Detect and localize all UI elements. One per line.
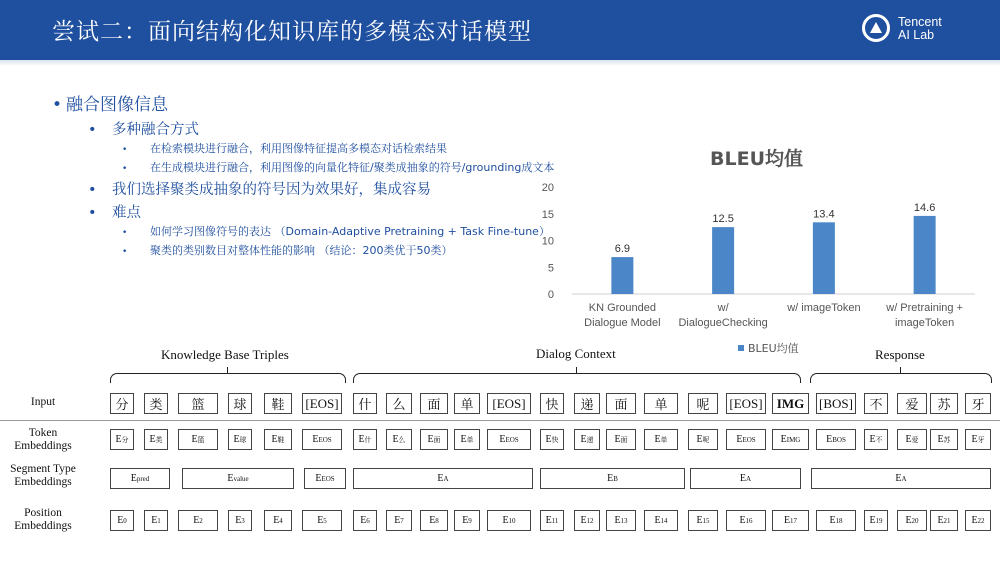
category-label: Dialogue Model [584, 317, 661, 329]
segment-embedding-box: E EOS [304, 468, 346, 489]
position-embedding-box: E 8 [420, 510, 448, 531]
input-token-box: 面 [606, 393, 636, 414]
row-separator [0, 420, 1000, 421]
segment-embedding-box: E pred [110, 468, 170, 489]
brace-tip [900, 367, 901, 374]
position-embedding-box: E 14 [644, 510, 678, 531]
token-embedding-box: E BOS [816, 429, 856, 450]
row-label-line: Embeddings [14, 520, 72, 532]
input-token-box: 苏 [930, 393, 958, 414]
category-label: w/ Pretraining + [886, 302, 963, 314]
token-embedding-box: E 单 [644, 429, 678, 450]
bullet-main-text: 融合图像信息 [66, 95, 168, 115]
category-label: KN Grounded [588, 302, 657, 314]
position-embedding-box: E 13 [606, 510, 636, 531]
bullet-sub1: • 多种融合方式 [88, 122, 199, 138]
position-embedding-box: E 0 [110, 510, 134, 531]
category-label: w/ imageToken [787, 302, 861, 314]
segment-embedding-box: E A [690, 468, 801, 489]
input-token-box: 递 [574, 393, 600, 414]
token-embedding-box: E 球 [228, 429, 252, 450]
position-embedding-box: E 2 [178, 510, 218, 531]
input-token-box: 么 [386, 393, 412, 414]
data-label: 14.6 [913, 201, 936, 214]
brace-tip [576, 367, 577, 374]
bullet-sub2-text: 我们选择聚类成抽象的符号因为效果好，集成容易 [112, 182, 431, 198]
token-embedding-box: E 类 [144, 429, 168, 450]
tencent-logo-icon [862, 14, 890, 42]
token-embedding-box: E 苏 [930, 429, 958, 450]
bar [611, 257, 633, 294]
position-embedding-box: E 17 [772, 510, 809, 531]
token-embedding-box: E IMG [772, 429, 809, 450]
bullet-sub1-item: • 在生成模块进行融合，利用图像的向量化特征/聚类成抽象的符号/grounding成文本 [122, 161, 555, 174]
input-token-box: 鞋 [264, 393, 292, 414]
brace-kb [110, 373, 346, 383]
input-token-box: 爱 [897, 393, 927, 414]
token-embedding-box: E 呢 [688, 429, 718, 450]
chart-title: BLEU均值 [710, 148, 803, 170]
segment-embedding-box: E value [182, 468, 294, 489]
token-embedding-box: E 快 [540, 429, 564, 450]
bar [712, 227, 734, 294]
position-embedding-box: E 10 [487, 510, 531, 531]
bullet-sub1-item-text: 在检索模块进行融合，利用图像特征提高多模态对话检索结果 [150, 142, 447, 155]
token-embedding-box: E 递 [574, 429, 600, 450]
y-tick-label: 15 [541, 208, 554, 221]
position-embedding-box: E 5 [302, 510, 342, 531]
bullet-sub1-text: 多种融合方式 [112, 122, 199, 138]
row-label-input: Input [30, 396, 56, 408]
row-label-line: Position [24, 507, 62, 519]
data-label: 12.5 [712, 213, 734, 226]
segment-embedding-box: E A [811, 468, 991, 489]
position-embedding-box: E 21 [930, 510, 958, 531]
input-token-box: [EOS] [302, 393, 342, 414]
row-label-segment [0, 463, 86, 489]
section-label-dialog: Dialog Context [536, 346, 616, 361]
input-token-box: 不 [864, 393, 888, 414]
token-embedding-box: E 牙 [965, 429, 991, 450]
segment-embedding-box: E B [540, 468, 685, 489]
bar [813, 222, 835, 294]
brace-tip [227, 367, 228, 374]
logo-line-1: Tencent [898, 15, 942, 29]
title-bar [0, 0, 1000, 60]
token-embedding-box: E 面 [420, 429, 448, 450]
position-embedding-box: E 1 [144, 510, 168, 531]
position-embedding-box: E 3 [228, 510, 252, 531]
row-label-line: Segment Type [10, 463, 76, 475]
token-embedding-box: E 单 [454, 429, 480, 450]
bullet-sub3-item: • 如何学习图像符号的表达 （Domain-Adaptive Pretraining + Task Fine-tune） [122, 225, 550, 238]
legend-label: BLEU均值 [748, 342, 799, 355]
input-token-box: 单 [644, 393, 678, 414]
bullet-sub3-item: • 聚类的类别数目对整体性能的影响 （结论：200类优于50类） [122, 244, 453, 257]
input-token-box: 快 [540, 393, 564, 414]
token-embedding-box: E 不 [864, 429, 888, 450]
y-tick-label: 5 [547, 262, 554, 275]
bullet-sub2: • 我们选择聚类成抽象的符号因为效果好，集成容易 [88, 182, 431, 198]
bullet-sub3-item-text: 如何学习图像符号的表达 （Domain-Adaptive Pretraining + Task Fine-tune） [150, 225, 550, 238]
input-token-box: 呢 [688, 393, 718, 414]
token-embedding-box: E EOS [726, 429, 766, 450]
position-embedding-box: E 20 [897, 510, 927, 531]
position-embedding-box: E 7 [386, 510, 412, 531]
input-token-box: 球 [228, 393, 252, 414]
token-embedding-box: E 面 [606, 429, 636, 450]
category-label: w/ [717, 302, 729, 314]
section-label-response: Response [875, 347, 925, 362]
y-tick-label: 20 [541, 182, 554, 194]
token-embedding-box: E 爱 [897, 429, 927, 450]
token-embedding-box: E 么 [386, 429, 412, 450]
brace-response [810, 373, 992, 383]
legend-swatch [738, 345, 744, 351]
bleu-bar-chart [540, 140, 980, 370]
data-label: 13.4 [813, 208, 835, 221]
logo-line-2: AI Lab [898, 28, 935, 42]
section-label-kb: Knowledge Base Triples [161, 347, 289, 362]
position-embedding-box: E 15 [688, 510, 718, 531]
bullet-sub3: • 难点 [88, 205, 141, 221]
input-token-box: [BOS] [816, 393, 856, 414]
bullet-sub3-item-text: 聚类的类别数目对整体性能的影响 （结论：200类优于50类） [150, 244, 453, 257]
input-token-box: 牙 [965, 393, 991, 414]
row-label-position [0, 507, 86, 533]
position-embedding-box: E 22 [965, 510, 991, 531]
input-token-box: [EOS] [726, 393, 766, 414]
input-token-box: 类 [144, 393, 168, 414]
position-embedding-box: E 11 [540, 510, 564, 531]
input-token-box: 面 [420, 393, 448, 414]
position-embedding-box: E 12 [574, 510, 600, 531]
y-tick-label: 0 [547, 289, 554, 301]
token-embedding-box: E EOS [487, 429, 531, 450]
input-token-box: IMG [772, 393, 809, 414]
position-embedding-box: E 19 [864, 510, 888, 531]
position-embedding-box: E 6 [353, 510, 377, 531]
token-embedding-box: E 分 [110, 429, 134, 450]
header-shadow [0, 60, 1000, 66]
position-embedding-box: E 16 [726, 510, 766, 531]
logo-text [898, 16, 942, 42]
bullet-sub1-item: • 在检索模块进行融合，利用图像特征提高多模态对话检索结果 [122, 142, 447, 155]
row-label-token [0, 427, 86, 453]
token-embedding-box: E 什 [353, 429, 377, 450]
data-label: 6.9 [614, 243, 631, 256]
bullet-sub1-item-text: 在生成模块进行融合，利用图像的向量化特征/聚类成抽象的符号/grounding成文本 [150, 161, 555, 174]
position-embedding-box: E 18 [816, 510, 856, 531]
category-label: imageToken [894, 317, 955, 329]
bullet-main: • 融合图像信息 [52, 95, 168, 115]
segment-embedding-box: E A [353, 468, 533, 489]
row-label-line: Token [28, 427, 58, 439]
position-embedding-box: E 9 [454, 510, 480, 531]
category-label: DialogueChecking [678, 317, 768, 329]
input-token-box: [EOS] [487, 393, 531, 414]
token-embedding-box: E EOS [302, 429, 342, 450]
input-token-box: 分 [110, 393, 134, 414]
token-embedding-box: E 鞋 [264, 429, 292, 450]
input-token-box: 篮 [178, 393, 218, 414]
row-label-line: Embeddings [14, 476, 72, 488]
position-embedding-box: E 4 [264, 510, 292, 531]
y-tick-label: 10 [541, 235, 554, 248]
slide-title: 尝试二：面向结构化知识库的多模态对话模型 [52, 19, 532, 45]
bar [914, 216, 936, 294]
bullet-sub3-text: 难点 [112, 205, 141, 221]
row-label-line: Embeddings [14, 440, 72, 452]
input-token-box: 什 [353, 393, 377, 414]
token-embedding-box: E 篮 [178, 429, 218, 450]
input-token-box: 单 [454, 393, 480, 414]
brace-dialog [353, 373, 801, 383]
